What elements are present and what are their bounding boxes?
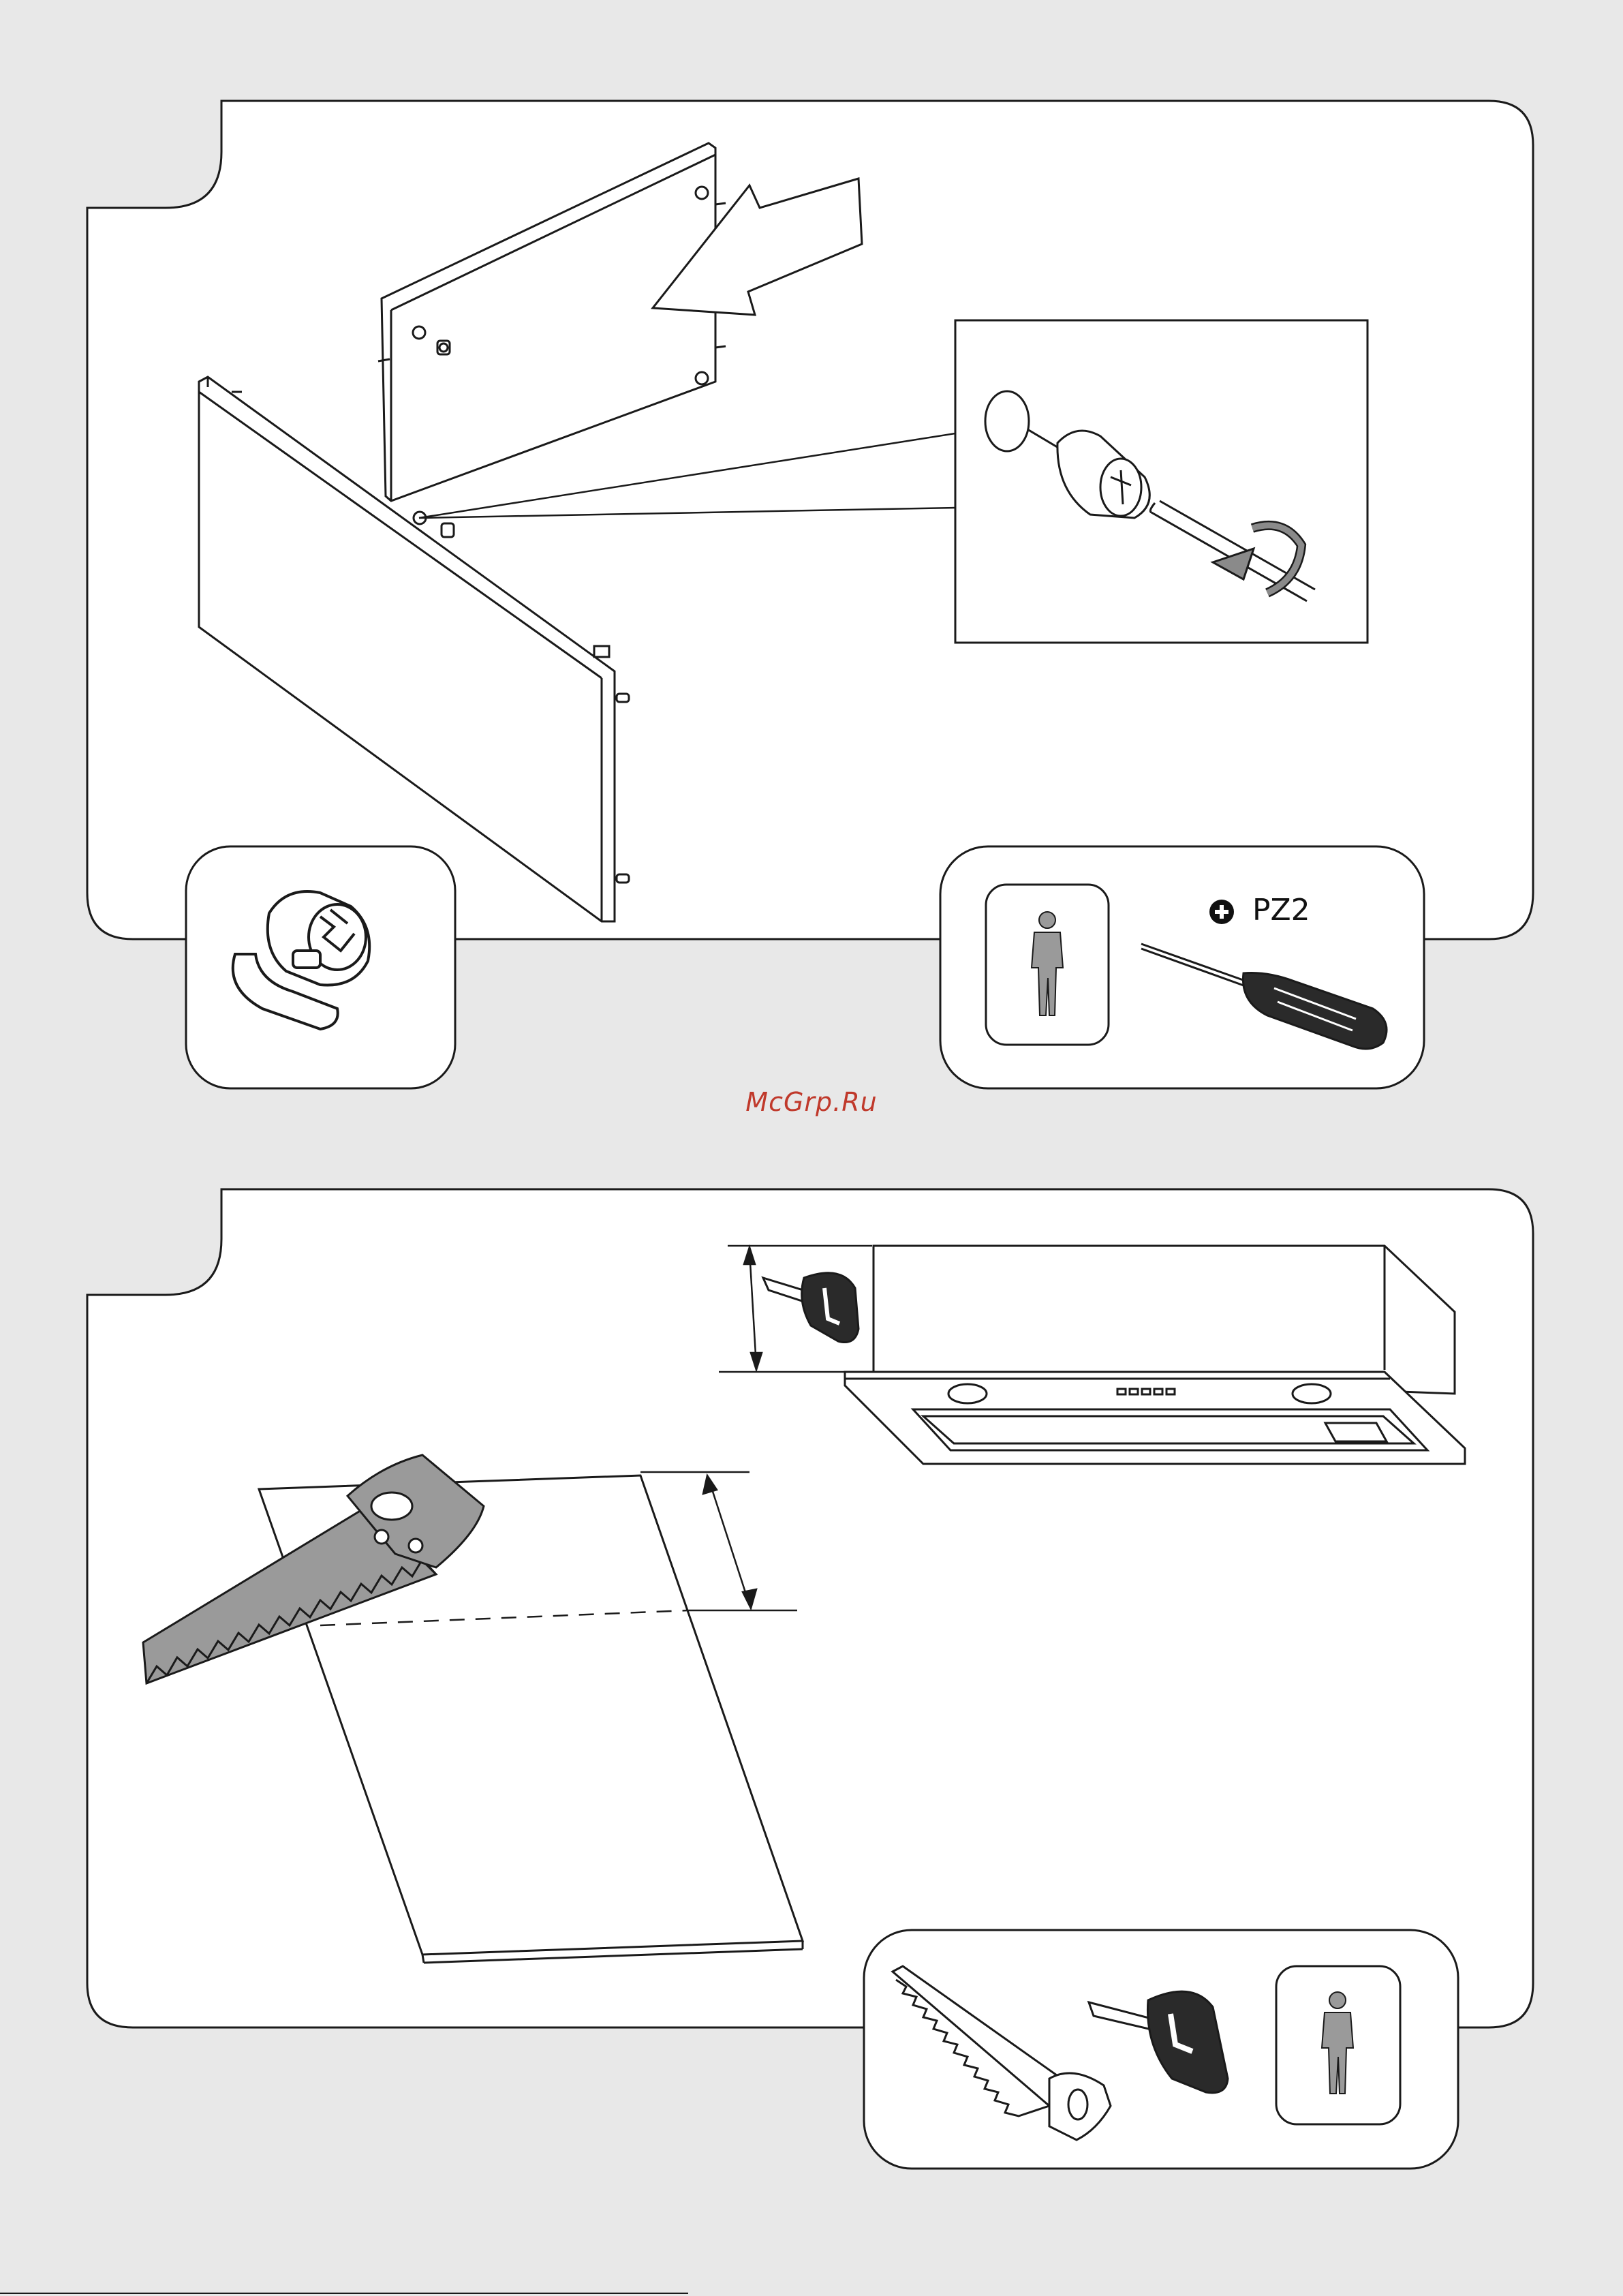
tool-size-label: PZ2 — [1252, 893, 1310, 928]
watermark-text: McGrp.Ru — [745, 1087, 878, 1117]
tools-box-step1 — [940, 846, 1424, 1088]
phillips-head-icon — [1209, 900, 1234, 924]
cooker-hood — [845, 1246, 1465, 1464]
